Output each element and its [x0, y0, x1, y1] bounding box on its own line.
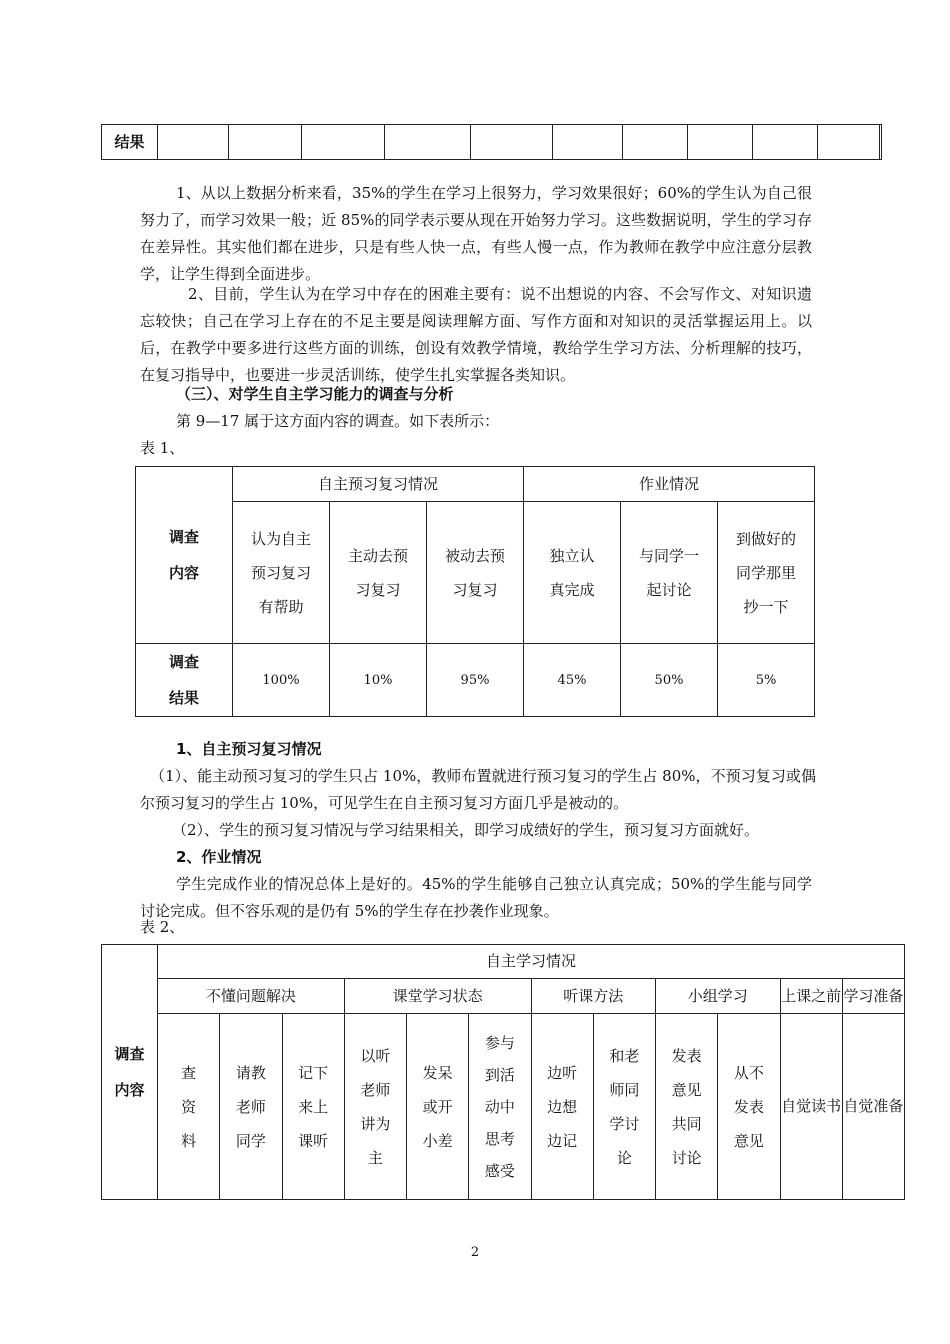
empty-cell	[623, 125, 688, 160]
column-header	[282, 1014, 344, 1200]
empty-cell	[229, 125, 302, 160]
empty-cell	[688, 125, 753, 160]
column-header	[233, 502, 330, 644]
row-header-line: 内容	[168, 564, 199, 582]
column-header	[524, 502, 621, 644]
row-header-line: 调查	[168, 653, 199, 671]
paragraph-2: 2、目前，学生认为在学习中存在的困难主要有：说不出想说的内容、不会写作文、对知识遗忘较快；自己在学习上存在的不足主要是阅读理解方面、写作方面和对知识的灵活掌握运用上。以后，在教学中要多进行这些方面的训练，创设有效教学情境，教给学生学习方法、分析理解的技巧，在复习指导中，也要进一步灵活训练，使学生扎实掌握各类知识。	[140, 285, 812, 384]
empty-cell	[818, 125, 880, 160]
row-header-result	[136, 644, 233, 717]
header-line: 共同	[671, 1114, 702, 1133]
subsection-2-paragraph: 学生完成作业的情况总体上是好的。45%的学生能够自己独立认真完成；50%的学生能与同学讨论完成。但不容乐观的是仍有 5%的学生存在抄袭作业现象。	[140, 875, 812, 920]
result-cell: 10%	[330, 644, 427, 717]
column-header	[407, 1014, 469, 1200]
column-header	[621, 502, 718, 644]
column-header	[158, 1014, 220, 1200]
header-line: 资	[181, 1097, 197, 1116]
header-line: 同学	[235, 1131, 266, 1150]
header-line: 与同学一	[638, 546, 699, 565]
table-2-title: 自主学习情况	[158, 945, 905, 979]
header-line: 发呆	[422, 1063, 453, 1082]
header-line: 或开	[422, 1097, 453, 1116]
group-header: 听课方法	[531, 979, 656, 1014]
header-line: 感受	[484, 1161, 515, 1180]
header-line: 参与	[484, 1033, 515, 1052]
header-line: 独立认	[549, 546, 595, 565]
header-line: 到活	[484, 1065, 515, 1084]
empty-cell	[471, 125, 553, 160]
column-header	[718, 1014, 780, 1200]
header-line: 讲为	[360, 1114, 391, 1133]
empty-cell	[385, 125, 471, 160]
table-2	[101, 944, 905, 1200]
header-line: 论	[616, 1148, 632, 1167]
column-header	[718, 502, 815, 644]
header-line: 料	[181, 1131, 197, 1150]
top-result-table	[101, 124, 882, 160]
header-line: 意见	[671, 1080, 702, 1099]
result-cell: 100%	[233, 644, 330, 717]
header-line: 课听	[298, 1131, 329, 1150]
group-header: 学习准备	[842, 979, 904, 1014]
section-3-intro: 第 9—17 属于这方面内容的调查。如下表所示：	[176, 412, 500, 430]
header-line: 发表	[733, 1097, 764, 1116]
column-header	[531, 1014, 593, 1200]
header-line: 老师	[235, 1097, 266, 1116]
header-line: 思考	[484, 1129, 515, 1148]
header-line: 以听	[360, 1046, 391, 1065]
column-header	[656, 1014, 718, 1200]
header-line: 讨论	[671, 1148, 702, 1167]
header-line: 认为自主	[250, 529, 311, 548]
section-3-heading: （三）、对学生自主学习能力的调查与分析	[176, 385, 454, 403]
header-line: 记下	[298, 1063, 329, 1082]
result-cell: 45%	[524, 644, 621, 717]
header-line: 发表	[671, 1046, 702, 1065]
header-line: 主动去预	[347, 546, 408, 565]
empty-cell	[302, 125, 385, 160]
table-1	[135, 466, 815, 717]
column-header	[469, 1014, 531, 1200]
group-header: 不懂问题解决	[158, 979, 345, 1014]
column-header	[220, 1014, 282, 1200]
result-cell: 5%	[718, 644, 815, 717]
header-line: 边想	[547, 1097, 578, 1116]
header-line: 请教	[235, 1063, 266, 1082]
subsection-1-paragraph-2: （2）、学生的预习复习情况与学习结果相关，即学习成绩好的学生，预习复习方面就好。	[172, 821, 760, 839]
header-line: 同学那里	[735, 563, 796, 582]
header-line: 小差	[422, 1131, 453, 1150]
paragraph-1: 1、从以上数据分析来看，35%的学生在学习上很努力，学习效果很好；60%的学生认为自己很努力了，而学习效果一般；近 85%的同学表示要从现在开始努力学习。这些数据说明，学生的学习存在差异性。其实他们都在进步，只是有些人快一点，有些人慢一点，作为教师在教学中应注意分层教学，让学生得到全面进步。	[140, 184, 812, 283]
header-line: 抄一下	[743, 597, 789, 616]
group-header: 上课之前	[780, 979, 842, 1014]
empty-cell	[753, 125, 818, 160]
empty-cell	[158, 125, 229, 160]
header-line: 查	[181, 1063, 197, 1082]
column-header	[330, 502, 427, 644]
header-line: 被动去预	[444, 546, 505, 565]
header-line: 意见	[733, 1131, 764, 1150]
row-header-line: 调查	[168, 528, 199, 546]
header-line: 师同	[609, 1080, 640, 1099]
header-line: 起讨论	[646, 580, 692, 599]
group-header: 小组学习	[656, 979, 781, 1014]
subsection-1-heading: 1、自主预习复习情况	[176, 740, 322, 758]
subsection-2-heading: 2、作业情况	[176, 848, 262, 866]
header-line: 主	[367, 1148, 383, 1167]
column-header: 自觉读书	[780, 1014, 842, 1200]
table-1-caption: 表 1、	[140, 439, 185, 457]
group-header-preview: 自主预习复习情况	[233, 467, 524, 502]
header-line: 学讨	[609, 1114, 640, 1133]
empty-cell	[553, 125, 623, 160]
row-header-line: 结果	[168, 689, 199, 707]
column-header: 自觉准备	[842, 1014, 904, 1200]
table-2-caption: 表 2、	[140, 918, 185, 936]
header-line: 从不	[733, 1063, 764, 1082]
row-header-line: 内容	[114, 1081, 145, 1099]
column-header	[427, 502, 524, 644]
result-label: 结果	[102, 125, 158, 160]
column-header	[344, 1014, 406, 1200]
row-header-content	[102, 945, 158, 1200]
header-line: 真完成	[549, 580, 595, 599]
header-line: 预习复习	[250, 563, 311, 582]
header-line: 老师	[360, 1080, 391, 1099]
row-header-line: 调查	[114, 1045, 145, 1063]
header-line: 来上	[298, 1097, 329, 1116]
header-line: 到做好的	[735, 529, 796, 548]
header-line: 边记	[547, 1131, 578, 1150]
header-line: 有帮助	[258, 597, 304, 616]
result-cell: 50%	[621, 644, 718, 717]
subsection-1-paragraph-1: （1）、能主动预习复习的学生只占 10%，教师布置就进行预习复习的学生占 80%，不预习复习或偶尔预习复习的学生占 10%，可见学生在自主预习复习方面几乎是被动的。	[140, 767, 816, 812]
group-header: 课堂学习状态	[344, 979, 531, 1014]
group-header-homework: 作业情况	[524, 467, 815, 502]
header-line: 和老	[609, 1046, 640, 1065]
empty-cell	[880, 125, 882, 160]
header-line: 习复习	[452, 580, 498, 599]
header-line: 边听	[547, 1063, 578, 1082]
page-number: 2	[470, 1245, 480, 1260]
column-header	[593, 1014, 655, 1200]
header-line: 动中	[484, 1097, 515, 1116]
header-line: 习复习	[355, 580, 401, 599]
result-cell: 95%	[427, 644, 524, 717]
row-header-content	[136, 467, 233, 644]
